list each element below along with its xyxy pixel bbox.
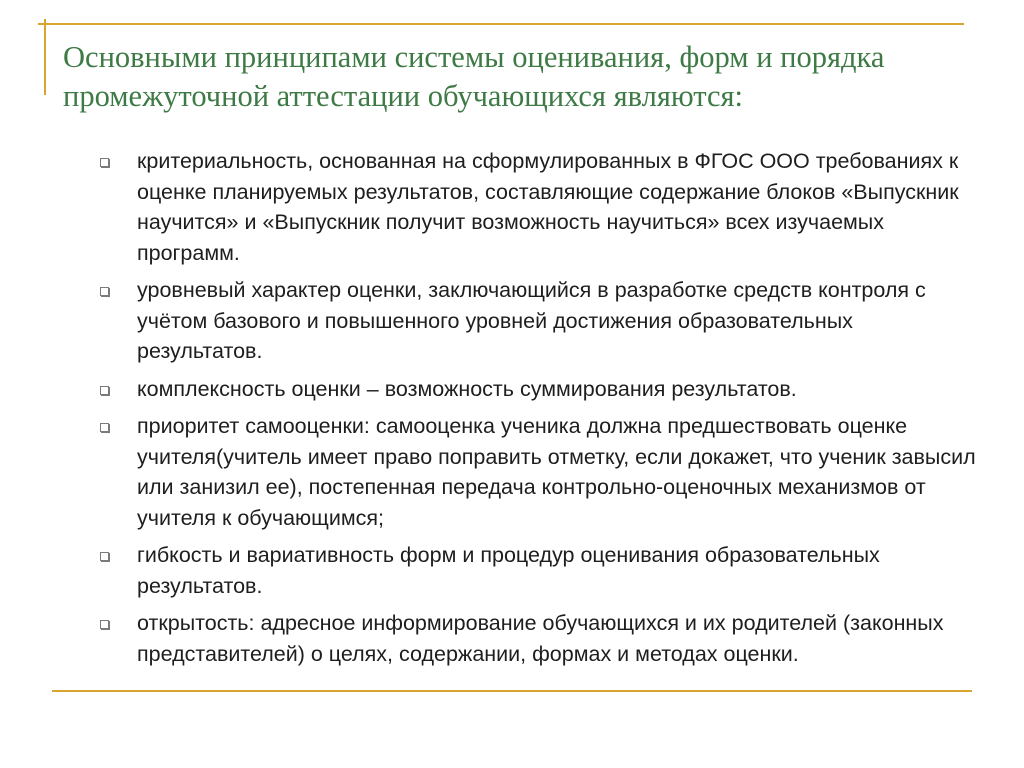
- list-item: [100, 374, 980, 405]
- list-item-text: критериальность, основанная на сформулированных в ФГОС ООО требованиях к оценке планируемых результатов, составляющие содержание блоков «Выпускник научится» и «Выпускник получит возможность научиться» всех изучаемых программ.: [137, 149, 959, 265]
- slide-title: Основными принципами системы оценивания, форм и порядка промежуточной аттестации обучающихся являются:: [63, 40, 885, 113]
- list-item: [100, 411, 980, 533]
- list-item-text: приоритет самооценки: самооценка ученика должна предшествовать оценке учителя(учитель имеет право поправить отметку, если докажет, что ученик завысил или занизил ее), постепенная передача контрольно-оценочных механизмов от учителя к обучающимся;: [137, 414, 976, 530]
- list-item: [100, 608, 980, 669]
- list-item-text: комплексность оценки – возможность суммирования результатов.: [137, 376, 797, 401]
- square-bullet-icon: [100, 552, 109, 561]
- principles-list: [100, 146, 980, 676]
- list-item-text: уровневый характер оценки, заключающийся в разработке средств контроля с учётом базового и повышенного уровней достижения образовательных результатов.: [137, 278, 926, 363]
- list-item: [100, 540, 980, 601]
- list-item-text: гибкость и вариативность форм и процедур оценивания образовательных результатов.: [137, 543, 880, 598]
- list-item: [100, 146, 980, 268]
- square-bullet-icon: [100, 158, 109, 167]
- list-item: [100, 275, 980, 367]
- list-item-text: открытость: адресное информирование обучающихся и их родителей (законных представителей) о целях, содержании, формах и методах оценки.: [137, 611, 944, 666]
- square-bullet-icon: [100, 386, 109, 395]
- square-bullet-icon: [100, 287, 109, 296]
- top-accent-line: [38, 23, 964, 25]
- square-bullet-icon: [100, 423, 109, 432]
- square-bullet-icon: [100, 620, 109, 629]
- left-accent-line: [44, 19, 46, 95]
- bottom-accent-line: [52, 690, 972, 692]
